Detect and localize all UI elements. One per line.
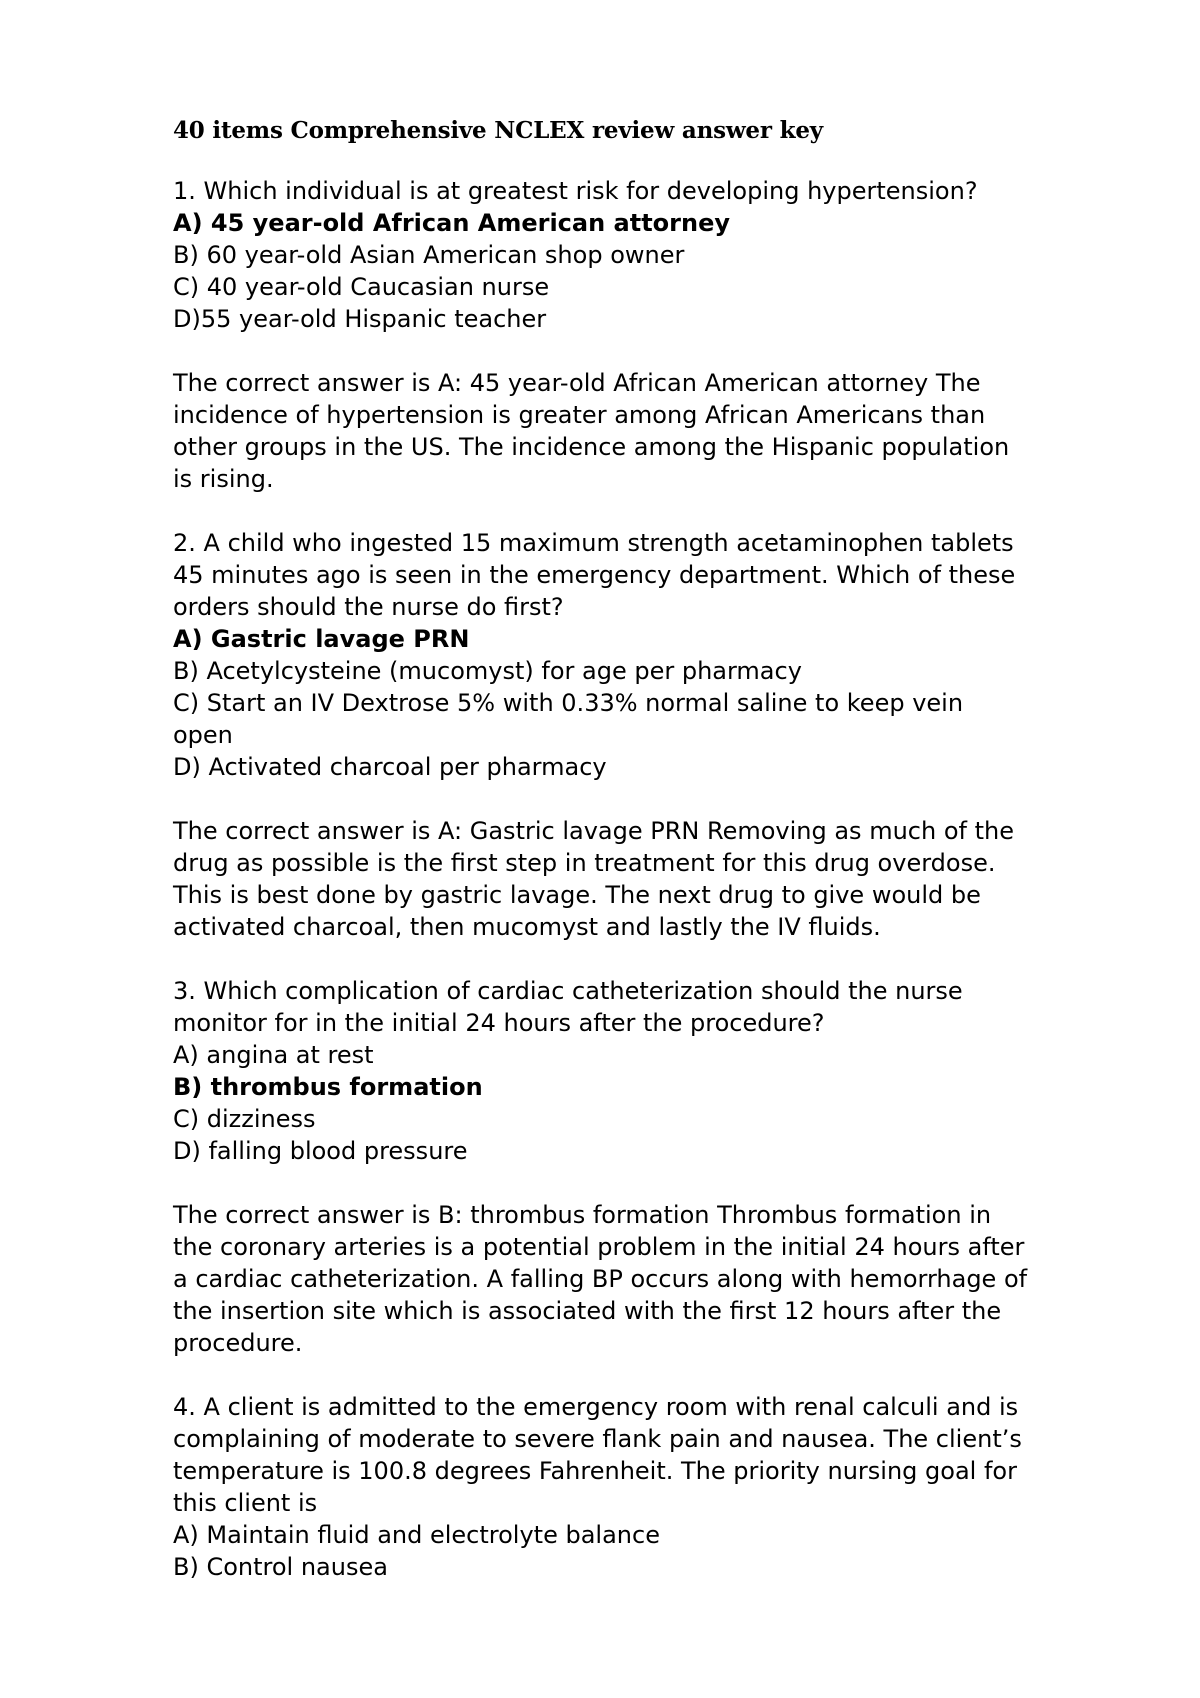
spacer	[173, 1359, 1173, 1391]
question-1-option-b: B) 60 year-old Asian American shop owner	[173, 241, 685, 269]
spacer	[173, 335, 1173, 367]
question-4-text: 4. A client is admitted to the emergency room with renal calculi and is	[173, 1393, 1019, 1421]
question-4-text: this client is	[173, 1489, 318, 1517]
question-3-option-a: A) angina at rest	[173, 1041, 374, 1069]
explanation-line: incidence of hypertension is greater among African Americans than	[173, 401, 986, 429]
explanation-line: the insertion site which is associated with the first 12 hours after the	[173, 1297, 1002, 1325]
question-3-text: 3. Which complication of cardiac catheterization should the nurse	[173, 977, 963, 1005]
question-3-option-b-correct: B) thrombus formation	[173, 1073, 483, 1101]
explanation-line: the coronary arteries is a potential problem in the initial 24 hours after	[173, 1233, 1025, 1261]
question-4-option-b: B) Control nausea	[173, 1553, 388, 1581]
explanation-line: The correct answer is B: thrombus formation Thrombus formation in	[173, 1201, 992, 1229]
document-body	[173, 175, 1173, 1583]
question-3-text: monitor for in the initial 24 hours after the procedure?	[173, 1009, 825, 1037]
question-1-explanation	[173, 367, 1173, 495]
explanation-line: The correct answer is A: 45 year-old African American attorney The	[173, 369, 981, 397]
question-2-option-b: B) Acetylcysteine (mucomyst) for age per pharmacy	[173, 657, 802, 685]
question-2-text: orders should the nurse do first?	[173, 593, 564, 621]
question-1-text: 1. Which individual is at greatest risk for developing hypertension?	[173, 177, 978, 205]
explanation-line: drug as possible is the first step in treatment for this drug overdose.	[173, 849, 996, 877]
question-3	[173, 975, 1173, 1167]
explanation-line: The correct answer is A: Gastric lavage PRN Removing as much of the	[173, 817, 1014, 845]
question-2-text: 45 minutes ago is seen in the emergency department. Which of these	[173, 561, 1016, 589]
question-4	[173, 1391, 1173, 1583]
question-3-option-c: C) dizziness	[173, 1105, 316, 1133]
question-2	[173, 527, 1173, 783]
question-3-explanation	[173, 1199, 1173, 1359]
question-2-option-c-continued: open	[173, 721, 233, 749]
question-2-option-d: D) Activated charcoal per pharmacy	[173, 753, 607, 781]
explanation-line: procedure.	[173, 1329, 303, 1357]
explanation-line: is rising.	[173, 465, 274, 493]
question-2-option-a-correct: A) Gastric lavage PRN	[173, 625, 470, 653]
question-3-option-d: D) falling blood pressure	[173, 1137, 468, 1165]
question-1-option-c: C) 40 year-old Caucasian nurse	[173, 273, 550, 301]
spacer	[173, 783, 1173, 815]
question-2-option-c: C) Start an IV Dextrose 5% with 0.33% normal saline to keep vein	[173, 689, 964, 717]
spacer	[173, 495, 1173, 527]
spacer	[173, 1167, 1173, 1199]
question-1-option-a-correct: A) 45 year-old African American attorney	[173, 209, 731, 237]
explanation-line: This is best done by gastric lavage. The next drug to give would be	[173, 881, 981, 909]
explanation-line: other groups in the US. The incidence among the Hispanic population	[173, 433, 1010, 461]
document-title: 40 items Comprehensive NCLEX review answer key	[173, 117, 823, 144]
question-4-option-a: A) Maintain fluid and electrolyte balance	[173, 1521, 660, 1549]
explanation-line: a cardiac catheterization. A falling BP occurs along with hemorrhage of	[173, 1265, 1028, 1293]
question-4-text: complaining of moderate to severe flank pain and nausea. The client’s	[173, 1425, 1022, 1453]
question-2-text: 2. A child who ingested 15 maximum strength acetaminophen tablets	[173, 529, 1014, 557]
question-1-option-d: D)55 year-old Hispanic teacher	[173, 305, 547, 333]
question-4-text: temperature is 100.8 degrees Fahrenheit. The priority nursing goal for	[173, 1457, 1017, 1485]
spacer	[173, 943, 1173, 975]
question-2-explanation	[173, 815, 1173, 943]
question-1	[173, 175, 1173, 335]
explanation-line: activated charcoal, then mucomyst and lastly the IV fluids.	[173, 913, 881, 941]
